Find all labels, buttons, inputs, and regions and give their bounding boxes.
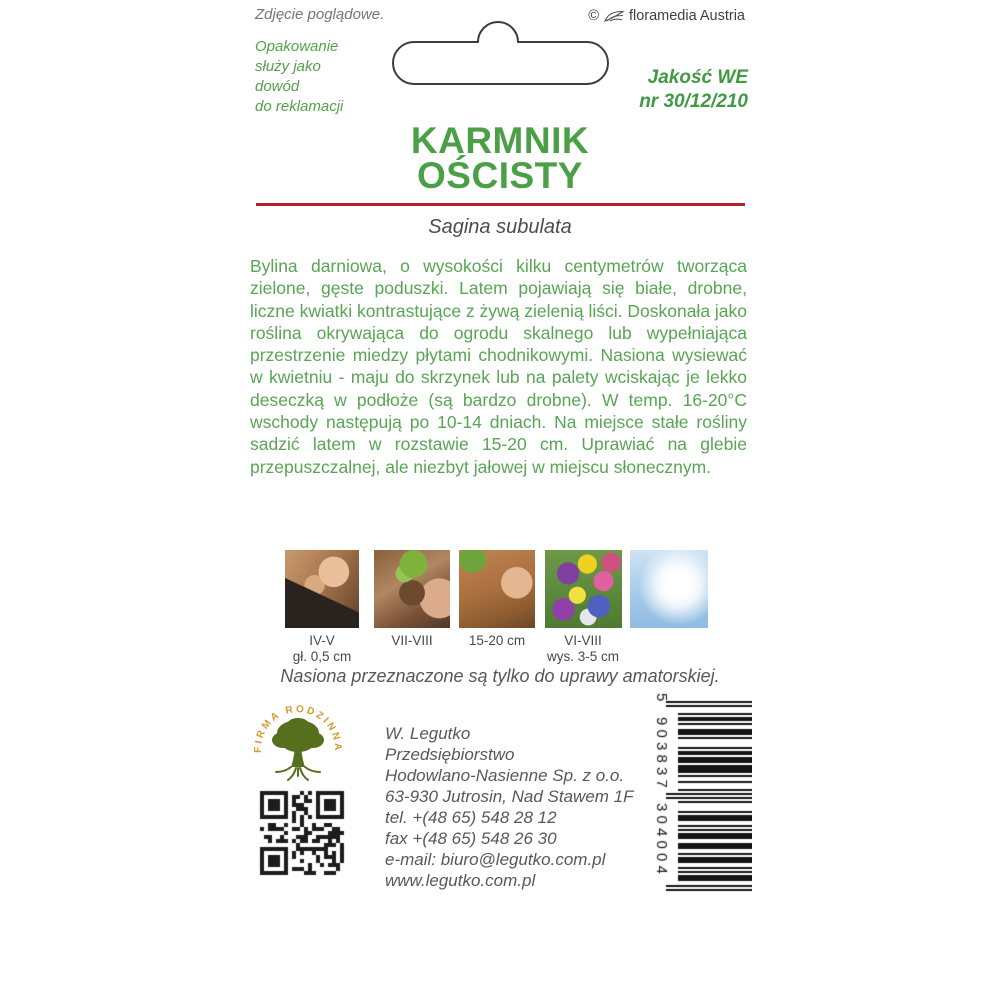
packaging-note-line: służy jako: [255, 58, 321, 75]
company-line: fax +(48 65) 548 26 30: [385, 829, 557, 848]
caption-planting-out: 15-20 cm: [468, 633, 526, 648]
company-line: Hodowlano-Nasienne Sp. z o.o.: [385, 766, 625, 785]
tree-icon: [272, 718, 324, 780]
qr-code: [256, 787, 348, 879]
caption-flowering: VI-VIII wys. 3-5 cm: [546, 633, 619, 664]
company-line: e-mail: biuro@legutko.com.pl: [385, 850, 606, 869]
sunny-position-photo: [630, 550, 708, 628]
company-line: www.legutko.com.pl: [385, 871, 536, 890]
brand-credit: [588, 8, 745, 24]
title-line-1: KARMNIK: [410, 120, 590, 161]
page-title: [250, 120, 750, 196]
caption-sowing: IV-V gł. 0,5 cm: [292, 633, 352, 664]
photo-disclaimer: Zdjęcie poglądowe.: [255, 6, 385, 23]
copyright-symbol: ©: [588, 8, 599, 24]
caption-transplanting: VII-VIII: [391, 633, 433, 648]
planting-out-photo: [459, 550, 535, 628]
quality-mark: Jakość WE nr 30/12/210: [639, 67, 748, 112]
description-text: Bylina darniowa, o wysokości kilku centymetrów tworząca zielone, gęste poduszki. Latem pojawiają się białe, drobne, liczne kwiatki kontrastujące z żywą zielenią liści. Doskonała jako roślina okrywająca do ogrodu skalnego lub wypełniająca przestrzenie miedzy płytami chodnikowymi. Nasiona wysiewać w kwietniu - maju do skrzynek lub na palety wciskając je lekko deseczką w podłoże (są bardzo drobne). W temp. 16-20°C wschody następują po 10-14 dniach. Na miejsce stałe rośliny sadzić latem w rozstawie 15-20 cm. Uprawiać na glebie przepuszczalnej, ale niezbyt jałowej w miejscu słonecznym.: [250, 256, 748, 477]
latin-name: Sagina subulata: [428, 216, 572, 238]
amateur-use-note: Nasiona przeznaczone są tylko do uprawy amatorskiej.: [280, 666, 720, 686]
sowing-photo: [285, 550, 359, 628]
packaging-note-line: do reklamacji: [255, 98, 344, 115]
divider-rule: [256, 203, 745, 206]
logo-arc-text: FIRMA RODZINNA: [252, 703, 344, 753]
ean13-barcode: [656, 693, 752, 893]
floramedia-leaf-icon: [603, 10, 625, 23]
packaging-note: [255, 37, 343, 117]
title-line-2: OŚCISTY: [417, 155, 583, 196]
barcode-canvas: [656, 693, 752, 893]
family-company-logo: [247, 695, 349, 790]
flowering-photo: [545, 550, 622, 628]
company-line: W. Legutko: [385, 724, 471, 743]
company-line: Przedsiębiorstwo: [385, 745, 515, 764]
transplanting-photo: [374, 550, 450, 628]
company-line: 63-930 Jutrosin, Nad Stawem 1F: [385, 787, 634, 806]
packaging-note-line: Opakowanie: [255, 38, 339, 55]
company-line: tel. +(48 65) 548 28 12: [385, 808, 557, 827]
packaging-note-line: dowód: [255, 78, 300, 95]
brand-name: floramedia Austria: [628, 8, 745, 24]
euro-hang-tab-outline-icon: [380, 15, 620, 95]
company-address: [385, 723, 634, 891]
